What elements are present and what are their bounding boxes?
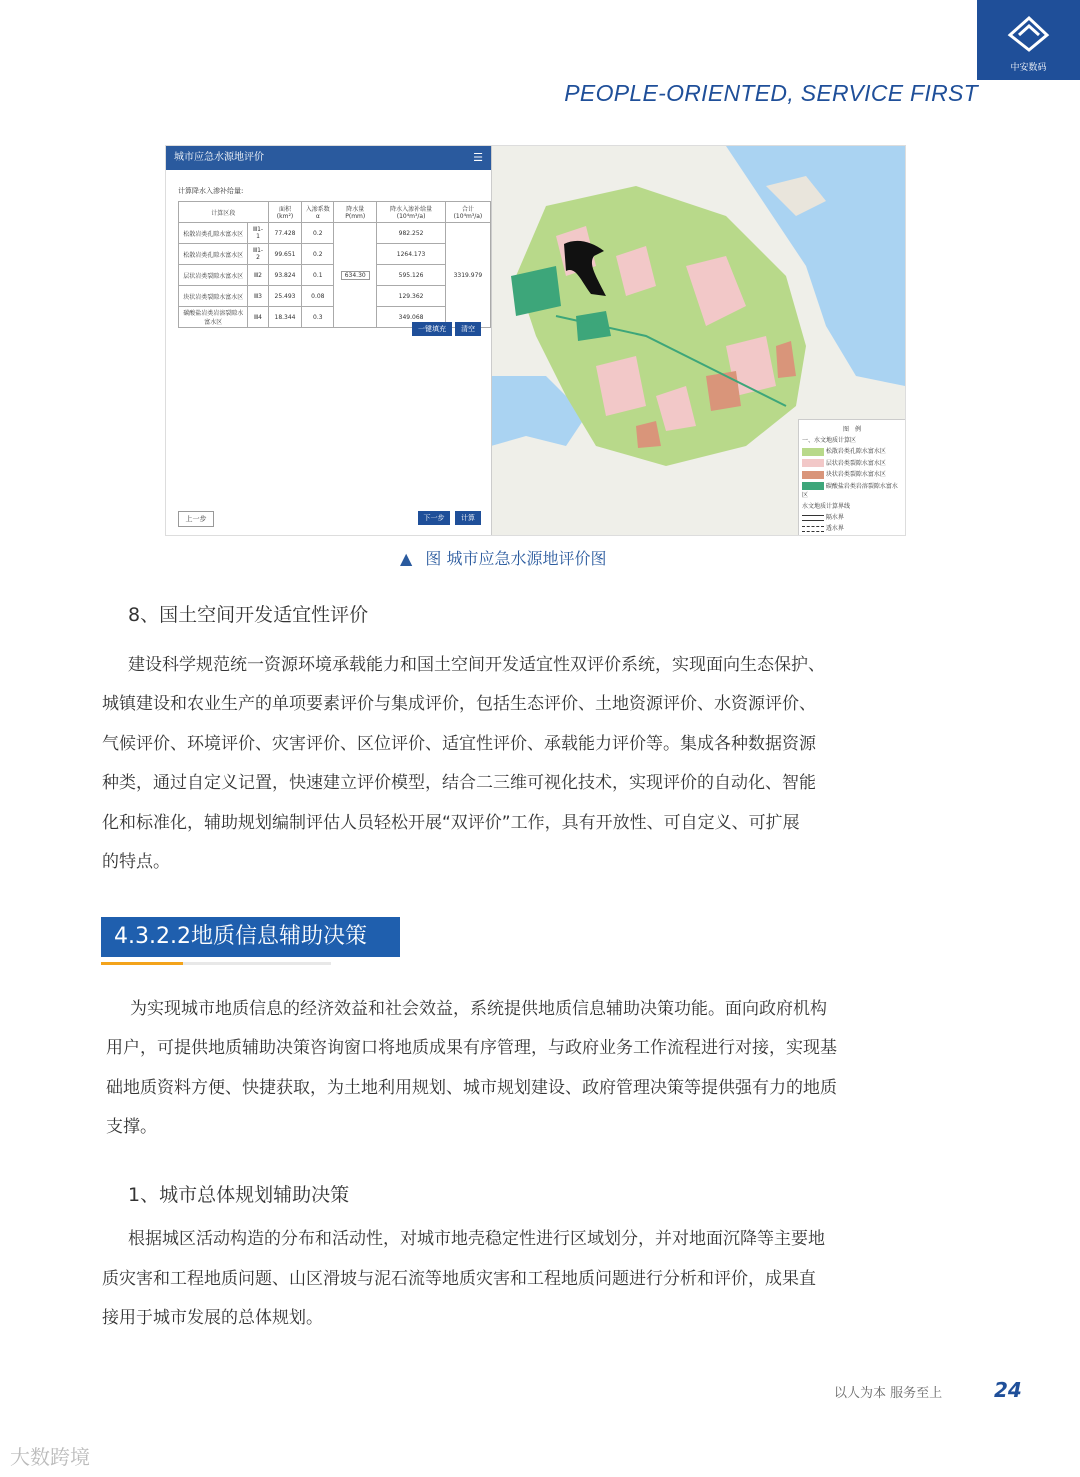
legend-item-label: 碳酸盐岩类岩溶裂隙水富水区 <box>802 482 898 499</box>
calculate-button[interactable]: 计算 <box>455 511 481 525</box>
paragraph-line: 城镇建设和农业生产的单项要素评价与集成评价，包括生态评价、土地资源评价、水资源评价、 <box>102 694 816 714</box>
table-cell: 0.1 <box>302 265 334 286</box>
table-cell: 松散岩类孔隙水富水区 <box>179 223 248 244</box>
paragraph-line: 质灾害和工程地质问题、山区滑坡与泥石流等地质灾害和工程地质问题进行分析和评价，成果直 <box>102 1269 816 1289</box>
paragraph-line: 建设科学规范统一资源环境承载能力和国土空间开发适宜性双评价系统，实现面向生态保护、 <box>128 655 825 675</box>
legend-item <box>802 458 902 468</box>
next-step-button[interactable]: 下一步 <box>418 511 450 525</box>
table-cell: Ⅲ3 <box>248 286 268 307</box>
table-header: 降水量P(mm) <box>334 202 377 223</box>
table-cell: 25.493 <box>268 286 302 307</box>
paragraph-line: 为实现城市地质信息的经济效益和社会效益，系统提供地质信息辅助决策功能。面向政府机构 <box>130 999 827 1019</box>
prev-step-button[interactable]: 上一步 <box>178 511 214 527</box>
paragraph-line: 种类，通过自定义记置，快速建立评价模型，结合二三维可视化技术，实现评价的自动化、智能 <box>102 773 816 793</box>
precip-input[interactable]: 634.30 <box>341 271 370 280</box>
paragraph-line: 的特点。 <box>102 852 170 872</box>
clear-button[interactable]: 清空 <box>455 322 481 336</box>
legend-item-label: 松散岩类孔隙水富水区 <box>825 448 886 455</box>
table-cell: Ⅲ1-1 <box>248 223 268 244</box>
paragraph-line: 接用于城市发展的总体规划。 <box>102 1308 323 1328</box>
paragraph-line: 用户，可提供地质辅助决策咨询窗口将地质成果有序管理，与政府业务工作流程进行对接，实现基 <box>106 1038 837 1058</box>
table-cell: 0.2 <box>302 223 334 244</box>
paragraph-line: 根据城区活动构造的分布和活动性，对城市地壳稳定性进行区域划分，并对地面沉降等主要地 <box>128 1229 825 1249</box>
section-underline-accent <box>101 962 183 965</box>
table-cell: Ⅲ4 <box>248 307 268 328</box>
paragraph-line: 础地质资料方便、快捷获取，为土地利用规划、城市规划建设、政府管理决策等提供强有力的地质 <box>106 1078 837 1098</box>
legend-item <box>802 481 902 500</box>
legend-item-label: 块状岩类裂隙水富水区 <box>825 471 886 478</box>
caption-text: 图 城市应急水源地评价图 <box>425 549 607 568</box>
table-header: 面积(km²) <box>268 202 302 223</box>
legend-item <box>802 523 902 532</box>
logo-text: 中安数码 <box>1010 63 1047 73</box>
footer-motto: 以人为本 服务至上 <box>834 1386 943 1401</box>
table-cell: 0.08 <box>302 286 334 307</box>
section-heading: 1、城市总体规划辅助决策 <box>128 1184 350 1206</box>
table-cell: 1264.173 <box>377 244 446 265</box>
table-header: 入渗系数α <box>302 202 334 223</box>
table-header: 降水入渗补给量(10⁴m³/a) <box>377 202 446 223</box>
table-cell: 349.068 <box>377 307 446 328</box>
table-cell: 129.362 <box>377 286 446 307</box>
table-header: 合计(10⁴m³/a) <box>445 202 490 223</box>
legend-section: 水文地质计算界线 <box>802 503 851 510</box>
supply-table <box>178 201 491 328</box>
map-figure <box>165 145 906 536</box>
table-cell: 块状岩类裂隙水富水区 <box>179 286 248 307</box>
table-cell: 0.2 <box>302 244 334 265</box>
table-cell: 碳酸盐岩类岩溶裂隙水富水区 <box>179 307 248 328</box>
logo-mark-icon <box>977 0 1080 60</box>
evaluation-panel <box>166 146 492 535</box>
table-cell: 0.3 <box>302 307 334 328</box>
table-cell: 层状岩类裂隙水富水区 <box>179 265 248 286</box>
watermark: 大数跨境 <box>10 1445 90 1469</box>
paragraph-line: 支撑。 <box>106 1117 157 1137</box>
table-cell: 松散岩类孔隙水富水区 <box>179 244 248 265</box>
section-heading: 8、国土空间开发适宜性评价 <box>128 604 369 626</box>
map-legend <box>798 419 906 536</box>
figure-caption <box>400 546 607 569</box>
table-cell: 93.824 <box>268 265 302 286</box>
company-logo <box>977 0 1080 80</box>
caption-marker-icon: ▲ <box>400 549 413 568</box>
table-cell: 99.651 <box>268 244 302 265</box>
table-header-row <box>179 202 491 223</box>
table-cell: 595.126 <box>377 265 446 286</box>
legend-item <box>802 512 902 521</box>
table-cell: Ⅲ2 <box>248 265 268 286</box>
legend-item-label: 透水界 <box>825 525 844 532</box>
total-cell: 3319.979 <box>445 223 490 328</box>
legend-item <box>802 446 902 456</box>
fill-button[interactable]: 一键填充 <box>412 322 452 336</box>
panel-subtitle: 计算降水入渗补给量: <box>178 187 244 195</box>
header-slogan: PEOPLE-ORIENTED, SERVICE FIRST <box>564 80 978 106</box>
legend-title: 图 例 <box>842 426 861 433</box>
table-cell: 77.428 <box>268 223 302 244</box>
paragraph-line: 化和标准化，辅助规划编制评估人员轻松开展“双评价”工作，具有开放性、可自定义、可扩展 <box>102 813 800 833</box>
page-number: 24 <box>994 1378 1022 1402</box>
legend-item <box>802 469 902 479</box>
table-header: 计算区段 <box>179 202 269 223</box>
table-cell: 18.344 <box>268 307 302 328</box>
table-cell: Ⅲ1-2 <box>248 244 268 265</box>
panel-title-text: 城市应急水源地评价 <box>174 152 264 163</box>
panel-title <box>166 146 491 170</box>
table-row <box>179 223 491 244</box>
table-cell: 982.252 <box>377 223 446 244</box>
paragraph-line: 气候评价、环境评价、灾害评价、区位评价、适宜性评价、承载能力评价等。集成各种数据资源 <box>102 734 816 754</box>
precip-cell <box>334 223 377 328</box>
section-title-bar: 4.3.2.2地质信息辅助决策 <box>101 917 400 957</box>
legend-item-label: 层状岩类裂隙水富水区 <box>825 459 886 467</box>
menu-icon[interactable]: ☰ <box>473 151 483 164</box>
legend-section: 一、水文地质计算区 <box>802 437 857 444</box>
legend-item-label: 隔水界 <box>825 514 844 521</box>
